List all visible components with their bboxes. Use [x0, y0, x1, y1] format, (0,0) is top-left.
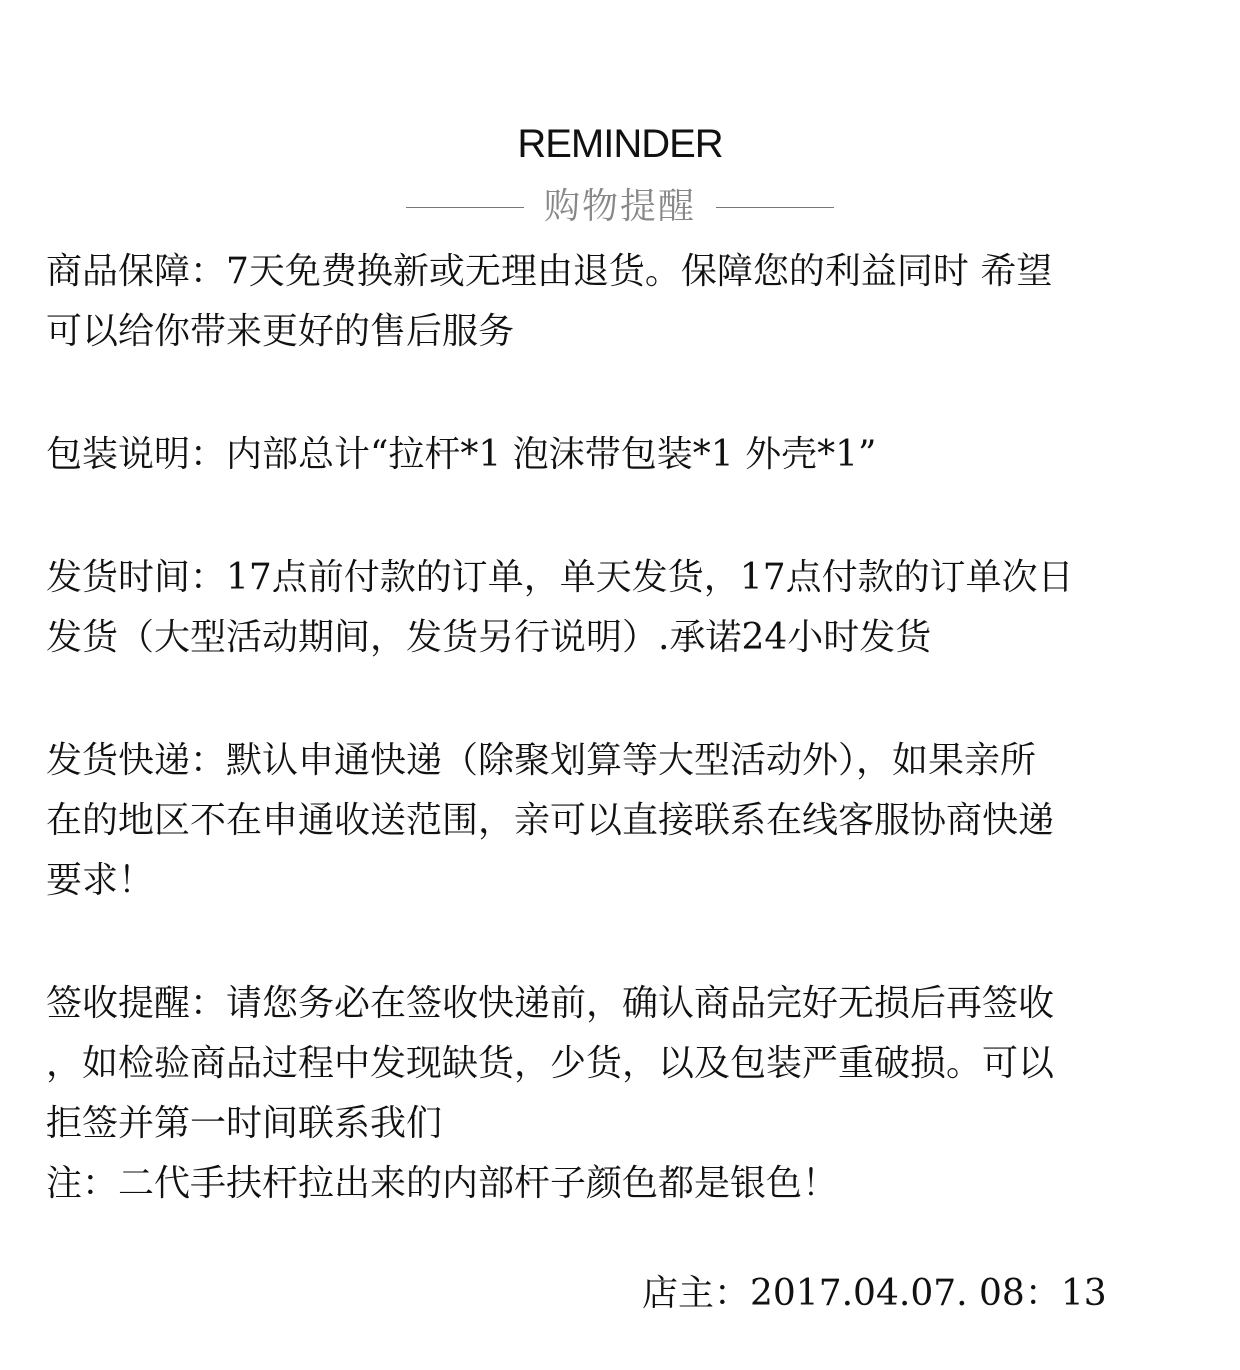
section-note	[46, 1154, 1196, 1214]
signing-line-3: 拒签并第一时间联系我们	[46, 1103, 443, 1144]
shipping-time-line-1: 发货时间：17点前付款的订单，单天发货，17点付款的订单次日	[46, 557, 1074, 598]
guarantee-line-1: 商品保障：7天免费换新或无理由退货。保障您的利益同时 希望	[46, 251, 1053, 292]
reminder-content	[46, 242, 1196, 1214]
subtitle-left-divider	[406, 207, 524, 208]
section-packaging	[46, 425, 1196, 485]
section-shipping-time	[46, 548, 1196, 668]
courier-line-2: 在的地区不在申通收送范围，亲可以直接联系在线客服协商快递	[46, 800, 1055, 841]
subtitle-right-divider	[716, 207, 834, 208]
courier-line-1: 发货快递：默认申通快递（除聚划算等大型活动外），如果亲所	[46, 740, 1037, 781]
packaging-line-1: 包装说明：内部总计“拉杆*1 泡沫带包装*1 外壳*1”	[46, 434, 877, 475]
shipping-time-line-2: 发货（大型活动期间，发货另行说明）.承诺24小时发货	[46, 617, 932, 658]
section-courier	[46, 731, 1196, 911]
courier-line-3: 要求！	[46, 860, 155, 901]
subtitle-row	[0, 182, 1240, 232]
section-signing	[46, 974, 1196, 1154]
shop-owner-signature: 店主：2017.04.07. 08：13	[642, 1273, 1107, 1314]
page-subtitle: 购物提醒	[543, 186, 696, 227]
note-line-1: 注：二代手扶杆拉出来的内部杆子颜色都是银色！	[46, 1163, 839, 1204]
signing-line-2: ，如检验商品过程中发现缺货，少货，以及包装严重破损。可以	[46, 1043, 1055, 1084]
guarantee-line-2: 可以给你带来更好的售后服务	[46, 311, 515, 352]
signing-line-1: 签收提醒：请您务必在签收快递前，确认商品完好无损后再签收	[46, 983, 1055, 1024]
page-title: REMINDER	[517, 122, 723, 166]
section-guarantee	[46, 242, 1196, 362]
